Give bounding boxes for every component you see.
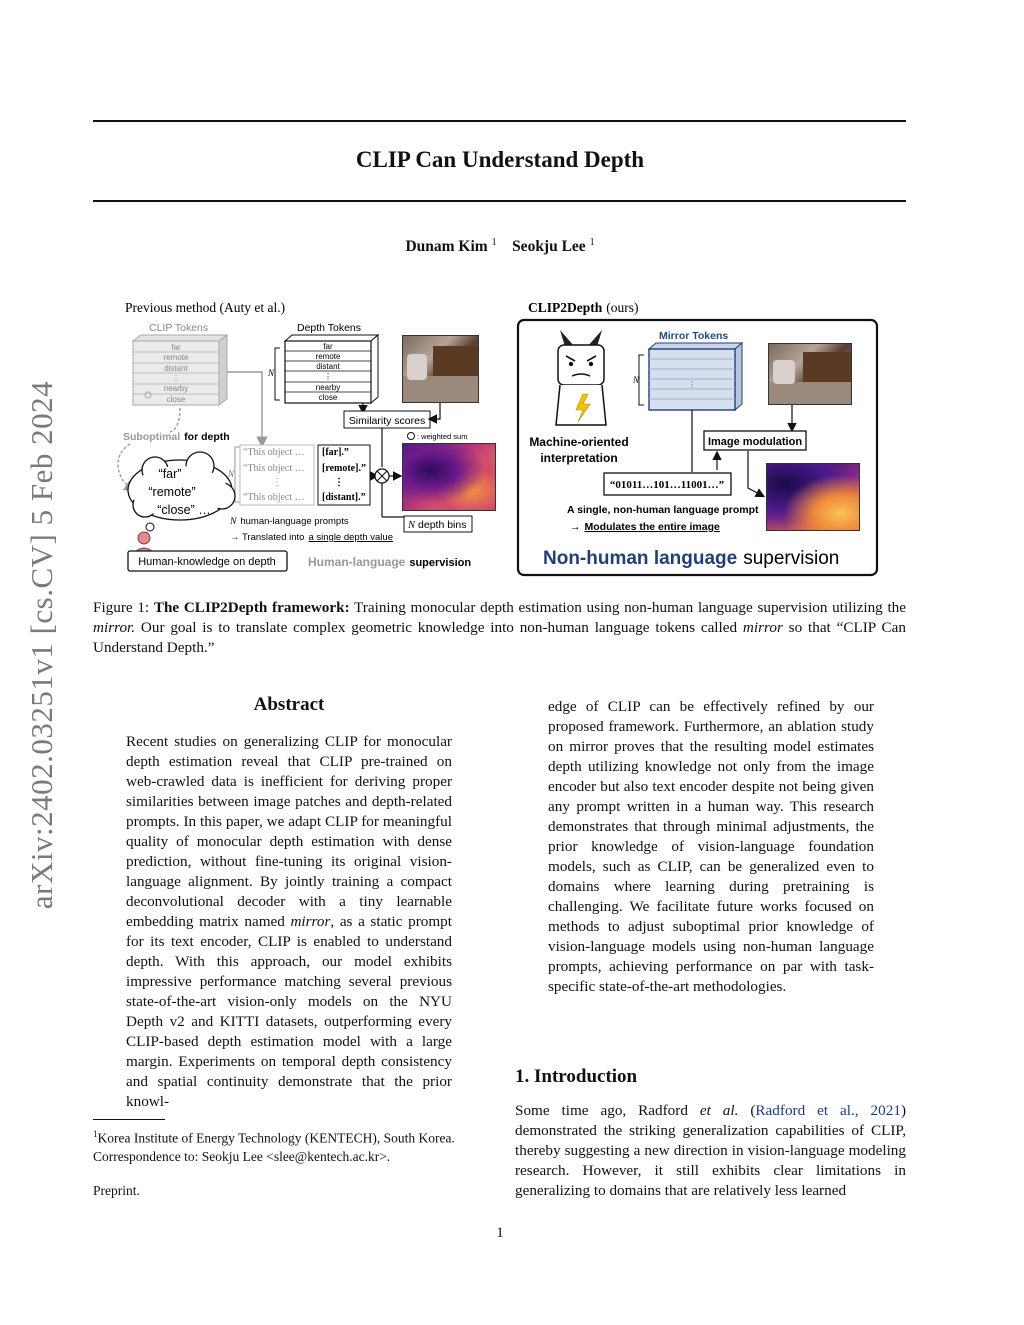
machine-interp-line: Machine-oriented — [529, 435, 629, 449]
human-knowledge-label: Human-knowledge on depth — [138, 556, 276, 568]
nonhuman-supervision-word: supervision — [743, 548, 840, 569]
prompt-prefix: “This object … — [243, 463, 305, 474]
translated-link: a single depth value — [308, 532, 393, 543]
clip-token: nearby — [163, 384, 189, 393]
prompt-prefix: ⋮ — [272, 477, 282, 488]
modulates-note — [570, 521, 720, 533]
modulates-text: Modulates the entire image — [584, 521, 720, 533]
figure-diagram — [0, 0, 1024, 600]
depth-token: remote — [315, 352, 341, 361]
intro-text: ) demonstrated the striking generalization capabilities of CLIP, thereby suggesting a new direction in vision-language modeling research. However, it still exhibits clear limitations in generalizing to domains that are relatively less learned — [515, 1102, 906, 1199]
abstract-text: edge of CLIP can be effectively refined by our proposed framework. Furthermore, an ablation study on mirror proves that the resulting model estimates depth utilizing knowledge not only from the image encoder but also text encoder despite not being given any prompt written in a human way. This research demonstrates that through minimal adjustments, the prior knowledge of vision-language foundation models, such as CLIP, can be generalized even to domains where learning during pretraining is challenging. We facilitate future works focused on methods to adjust suboptimal prior knowledge of vision-language models using non-human language prompts, achieving performance on par with task-specific state-of-the-art methodologies. — [548, 698, 874, 995]
footnote-mark: 1 — [93, 1129, 98, 1139]
prompt-class: ⋮ — [334, 477, 344, 488]
clip-token-stack — [133, 335, 227, 405]
caption-text: Our goal is to translate complex geometric knowledge into non-human language tokens called — [135, 619, 743, 636]
author-name: Dunam Kim — [405, 238, 488, 256]
translated-prefix: → Translated into — [230, 532, 305, 543]
weighted-sum-legend: : weighted sum — [417, 432, 468, 441]
n-label: N — [268, 368, 275, 378]
intro-paragraph — [515, 1101, 906, 1201]
depth-token: close — [318, 393, 338, 402]
ours-title — [528, 300, 639, 315]
binary-prompt: “01011…101…11001…” — [609, 479, 725, 491]
n-label: N — [408, 520, 416, 531]
depth-token: ⋮ — [324, 372, 332, 381]
abstract-left-column — [126, 732, 452, 1112]
footnote-correspondence: Correspondence to: Seokju Lee <slee@kentech.ac.kr>. — [93, 1148, 391, 1164]
abstract-italic: mirror — [290, 913, 331, 930]
prev-depth-map — [402, 443, 496, 511]
n-label: N — [228, 469, 235, 479]
clip-token: far — [171, 343, 181, 352]
caption-text: Training monocular depth estimation using non-human language supervision utilizing the — [349, 599, 907, 616]
author-affiliation: 1 — [491, 237, 497, 248]
thought-word: “close” … — [157, 503, 211, 517]
input-photo — [402, 335, 479, 403]
depth-token: distant — [316, 362, 340, 371]
intro-heading: 1. Introduction — [515, 1066, 638, 1087]
depth-tokens-label: Depth Tokens — [297, 322, 362, 334]
paper-title: CLIP Can Understand Depth — [355, 147, 645, 172]
ours-suffix: (ours) — [606, 300, 639, 315]
ours-name: CLIP2Depth — [528, 300, 603, 315]
weighted-sum-node — [375, 469, 389, 483]
clip-token: ⋮ — [172, 374, 180, 383]
caption-text: so that “CLIP Can Understand Depth.” — [93, 619, 906, 656]
intro-text: Some time ago, Radford — [515, 1102, 700, 1119]
abstract-right-column — [548, 697, 874, 997]
preprint-note: Preprint. — [93, 1183, 140, 1198]
prompt-class: [distant].” — [322, 492, 366, 503]
prompt-class: [remote].” — [322, 463, 366, 474]
clip-token: close — [166, 395, 186, 404]
nonhuman-supervision — [543, 548, 839, 569]
n-prompts-note — [229, 516, 349, 527]
footnote — [93, 1125, 513, 1166]
prompt-prefix: “This object … — [243, 447, 305, 458]
translated-note — [230, 532, 393, 543]
suboptimal-note — [123, 431, 230, 443]
caption-label: Figure 1: — [93, 599, 150, 616]
mirror-token-stack — [649, 343, 742, 410]
clip-token: remote — [163, 353, 189, 362]
caption-italic: mirror. — [93, 619, 136, 636]
suboptimal-word: Suboptimal — [123, 431, 181, 443]
input-photo — [768, 343, 852, 405]
footnote-rule — [93, 1119, 165, 1120]
human-language-supervision — [308, 555, 471, 569]
prompt-class: [far].” — [322, 447, 349, 458]
caption-bold: The CLIP2Depth framework: — [153, 599, 350, 616]
supervision-word: supervision — [409, 557, 472, 569]
depth-token: nearby — [315, 383, 341, 392]
clip-token: distant — [164, 364, 188, 373]
machine-interp-line: interpretation — [540, 451, 618, 465]
intro-text: ( — [738, 1102, 756, 1119]
abstract-heading: Abstract — [253, 694, 325, 715]
abstract-text: Recent studies on generalizing CLIP for monocular depth estimation reveal that CLIP pre-trained on web-crawled data is inefficient for deriving proper similarities between image patches and depth-related prompts. In this paper, we adapt CLIP for meaningful quality of monocular depth estimation with dense prediction, without fine-tuning its original vision-language alignment. By jointly training a compact deconvolutional decoder with a tiny learnable embedding matrix named — [126, 733, 452, 930]
figure-1 — [0, 0, 1024, 600]
abstract-text: , as a static prompt for its text encoder, CLIP is enabled to understand depth. With this approach, our model exhibits impressive performance matching several previous state-of-the-art vision-only models on the NYU Depth v2 and KITTI datasets, outperforming every CLIP-based depth estimation model with a large margin. Experiments on temporal depth consistency and spatial continuity demonstrate that the prior knowl- — [126, 913, 452, 1110]
caption-italic: mirror — [742, 619, 783, 636]
author-name: Seokju Lee — [512, 238, 586, 256]
arxiv-id: arXiv:2402.03251v1 [cs.CV] 5 Feb 2024 — [24, 380, 59, 910]
prev-method-title: Previous method (Auty et al.) — [125, 300, 286, 315]
thought-word: “far” — [158, 467, 182, 481]
depth-token-stack — [285, 335, 378, 403]
depth-bins-label: depth bins — [418, 519, 467, 531]
nonhuman-language-word: Non-human language — [543, 548, 738, 569]
footnote-affiliation: Korea Institute of Energy Technology (KENTECH), South Korea. — [97, 1130, 455, 1146]
thought-word: “remote” — [148, 485, 196, 499]
modulates-prefix: → — [570, 521, 581, 533]
citation-link[interactable]: Radford et al., 2021 — [755, 1102, 901, 1119]
n-label: N — [633, 375, 640, 385]
ours-depth-map — [766, 463, 860, 531]
depth-token: far — [323, 342, 333, 351]
for-depth-word: for depth — [184, 431, 230, 443]
n-prompts-text: human-language prompts — [240, 516, 349, 527]
image-modulation-label: Image modulation — [707, 436, 803, 448]
prompt-prefix: “This object … — [243, 492, 305, 503]
clip-tokens-label: CLIP Tokens — [149, 322, 209, 334]
author-affiliation: 1 — [589, 237, 595, 248]
intro-italic: et al. — [699, 1102, 739, 1119]
page-number: 1 — [496, 1225, 504, 1241]
similarity-scores-label: Similarity scores — [348, 415, 426, 427]
person-icon — [135, 532, 153, 552]
figure-caption — [93, 598, 906, 658]
mirror-tokens-label: Mirror Tokens — [659, 330, 729, 342]
mirror-ellipsis: ⋮ — [688, 380, 696, 389]
single-prompt-note: A single, non-human language prompt — [567, 504, 759, 516]
human-language-word: Human-language — [308, 555, 406, 569]
n-label: N — [230, 517, 237, 527]
